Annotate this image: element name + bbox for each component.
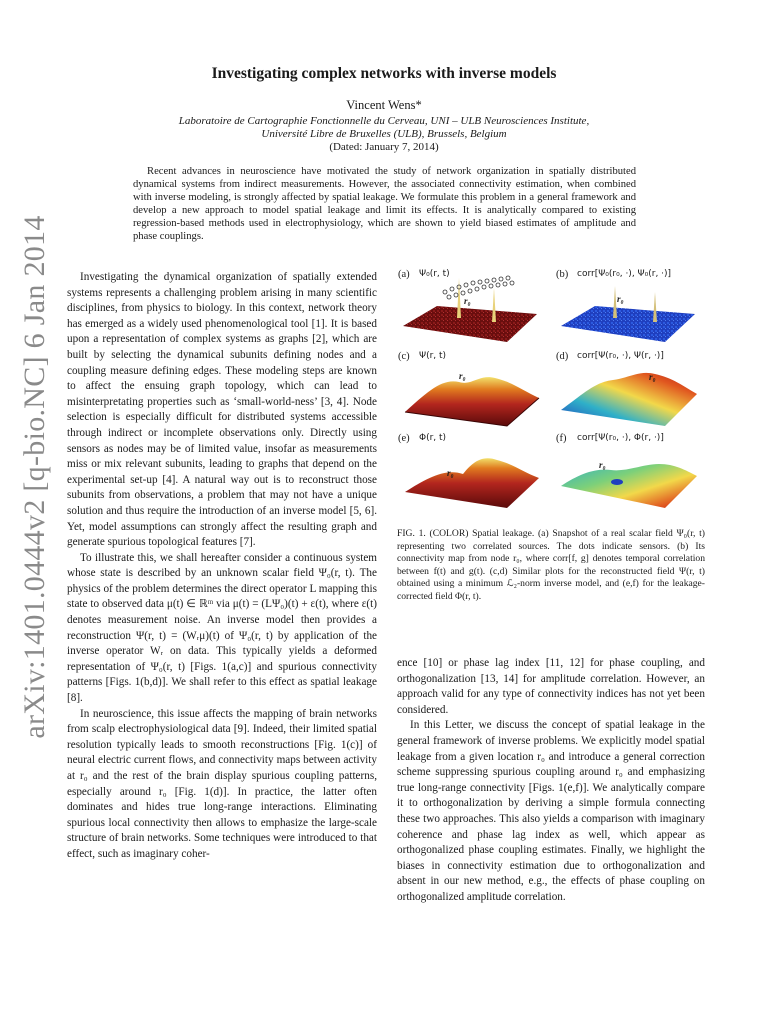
panel-c-r0-marker: r₀ [459, 371, 466, 381]
left-column [67, 270, 377, 863]
right-column [397, 656, 705, 906]
arxiv-identifier-stamp: arXiv:1401.0444v2 [q-bio.NC] 6 Jan 2014 [18, 215, 51, 739]
affiliation-line-2: Université Libre de Bruxelles (ULB), Brussels, Belgium [261, 128, 507, 140]
affiliation-line-1: Laboratoire de Cartographie Fonctionnelle du Cerveau, UNI – ULB Neurosciences Institute, [178, 115, 590, 127]
panel-e-r0-marker: r₀ [447, 468, 454, 478]
panel-e-surface-plot [397, 434, 545, 510]
panel-c-surface-plot [397, 352, 545, 428]
panel-b-r0-marker: r₀ [617, 294, 624, 304]
figure-panel-a [397, 270, 545, 346]
author-name: Vincent Wens* [346, 98, 422, 112]
panel-a-r0-marker: r₀ [464, 296, 471, 306]
panel-d-surface-plot [555, 352, 703, 428]
panel-f-surface-plot [555, 434, 703, 510]
paragraph-letter-overview: In this Letter, we discuss the concept of spatial leakage in the general framework of inverse problems. We explicitly model spatial leakage from a given location r₀ and introduce a general correction scheme suppressing spurious coupling around r₀ and emphasizing true long-range connectivity [Figs. 1(e,f)]. We analytically compare it to orthogonalization by deriving a simple formula connecting these two approaches. This also yields a comparison with imaginary coherence and phase lag index as well, which appear as orthogonalized phase coupling estimates. Finally, we highlight the biases in connectivity estimation due to orthogonalization and absent in our new method, e.g., the effects of phase coupling on orthogonalized amplitude correlation. [397, 719, 705, 903]
paragraph-neuroscience: In neuroscience, this issue affects the mapping of brain networks from scalp electrophysiological data [9]. Indeed, their limited spatial resolution typically leads to smooth reconstructions [Fig. 1(c)] of neural electric current flows, and connectivity maps between activity at r₀ and the rest of the brain display spurious coupling patterns, especially around r₀ [Fig. 1(d)]. In practice, the latter often dominates and hides true long-range interactions. Eliminating spurious local connectivity then allows to emphasize the large-scale structure of brain networks. Some techniques were introduced to that effect, such as imaginary coher- [67, 707, 377, 860]
date-line: (Dated: January 7, 2014) [329, 141, 439, 153]
panel-b-surface-plot [555, 270, 703, 346]
panel-a-label: (a) [398, 269, 410, 280]
figure-panel-d [555, 352, 703, 428]
figure-1 [397, 270, 707, 508]
panel-a-surface-plot [397, 270, 545, 346]
panel-e-title: Φ(r, t) [419, 433, 447, 443]
figure-panel-b [555, 270, 703, 346]
panel-d-label: (d) [556, 351, 569, 362]
figure-panel-f [555, 434, 703, 510]
figure-caption: FIG. 1. (COLOR) Spatial leakage. (a) Snapshot of a real scalar field Ψ₀(r, t) representing two correlated sources. The dots indicate sensors. (b) Its connectivity map from node r₀, where corr[f, g] denotes temporal correlation between f(t) and g(t). (c,d) Similar plots for the reconstructed field Ψ(r, t) obtained using a minimum ℒ₂-norm inverse model, and (e,f) for the leakage-corrected field Φ(r, t). [397, 528, 705, 602]
panel-d-title: corr[Ψ(r₀, ·), Ψ(r, ·)] [577, 351, 664, 361]
abstract: Recent advances in neuroscience have motivated the study of network organization in spatially distributed dynamical systems from indirect measurements. However, the associated connectivity estimation, when combined with inverse modeling, is strongly affected by spatial leakage. We formulate this problem in a general framework and develop a new approach to model spatial leakage and limit its effects. It is analytically compared to existing regression-based methods used in electrophysiology, which are shown to yield biased estimates of amplitude and phase couplings. [133, 166, 636, 243]
panel-b-label: (b) [556, 269, 569, 280]
panel-f-label: (f) [556, 433, 567, 444]
panel-c-label: (c) [398, 351, 410, 362]
paper-title: Investigating complex networks with inverse models [211, 65, 557, 82]
paragraph-continuation: ence [10] or phase lag index [11, 12] for phase coupling, and orthogonalization [13, 14] for amplitude correlation. However, an approach valid for any type of connectivity indices has not yet been considered. [397, 657, 705, 716]
panel-f-r0-marker: r₀ [599, 460, 606, 470]
figure-panel-e [397, 434, 545, 510]
figure-panel-c [397, 352, 545, 428]
panel-a-title: Ψ₀(r, t) [419, 269, 450, 279]
panel-e-label: (e) [398, 433, 410, 444]
panel-b-title: corr[Ψ₀(r₀, ·), Ψ₀(r, ·)] [577, 269, 672, 279]
panel-f-title: corr[Ψ(r₀, ·), Φ(r, ·)] [577, 433, 664, 443]
panel-d-r0-marker: r₀ [649, 372, 656, 382]
paragraph-intro: Investigating the dynamical organization of spatially extended systems represents a challenging problem arising in many scientific disciplines, from physics to biology. In this context, network theory has emerged as a widely used phenomenological tool [1]. It is based upon a representation of complex systems as graphs [2], which are built by selecting the dynamical subunits defining nodes and a coupling measure defining edges. These modeling steps are known to affect the ensuing graph topology, which can lead to misinterpretating properties such as ‘small-world-ness’ [3, 4]. Node selection is especially difficult for distributed systems accessible through indirect or incomplete observations only. Directly using sensors as nodes may be of limited value, insofar as measurements miss or mix relevant subunits, leading to graphs that depend on the experimental set-up [4]. A natural way out is to reconstruct those subunits from observations, a problem that may not have a unique solution and thus require the introduction of an inverse model [5, 6]. Yet, model assumptions can strongly affect the resulting graph and generate spurious topological features [7]. [67, 271, 377, 549]
paragraph-illustration: To illustrate this, we shall hereafter consider a continuous system whose state is described by an unknown scalar field Ψ₀(r, t). The physics of the problem determines the direct operator L mapping this state to observed data μ(t) ∈ ℝᵐ via μ(t) = (LΨ₀)(t) + ε(t), where ε(t) denotes measurement noise. An inverse model then provides a reconstruction Ψ(r, t) = (Wᵣμ)(t) of Ψ₀(r, t) by application of the inverse operator Wᵣ on data. This typically yields a deformed representation of Ψ₀(r, t) [Figs. 1(a,c)] and spurious connectivity patterns [Figs. 1(b,d)]. We shall refer to this effect as spatial leakage [8]. [67, 551, 377, 705]
panel-c-title: Ψ(r, t) [419, 351, 447, 361]
